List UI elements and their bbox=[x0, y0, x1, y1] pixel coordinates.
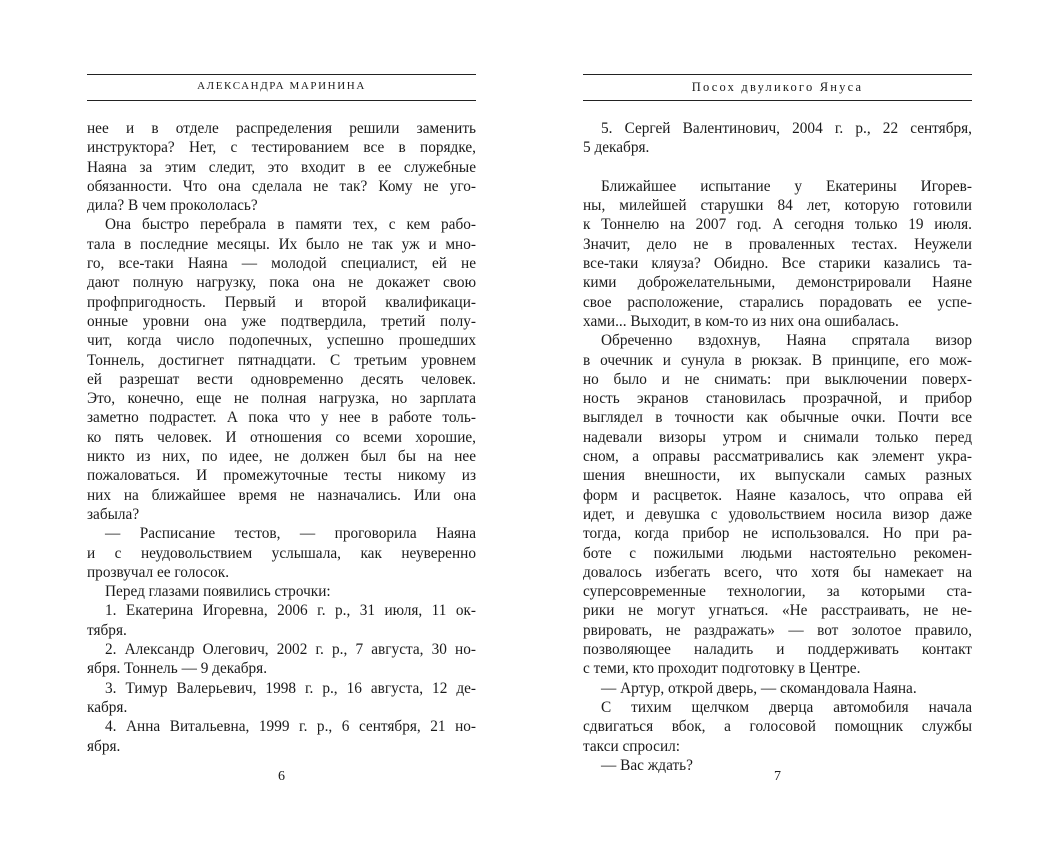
text-line: никто из них, по идее, не должен был бы на нее bbox=[87, 448, 476, 466]
page-number: 6 bbox=[278, 769, 285, 784]
text-line: профпригодность. Первый и второй квалификаци- bbox=[87, 293, 476, 311]
text-line: онные уровни она уже подтвердила, третий полу- bbox=[87, 312, 476, 330]
text-line: Она быстро перебрала в памяти тех, с кем рабо- bbox=[105, 216, 476, 234]
text-line: Это, конечно, еще не полная нагрузка, но зарплата bbox=[87, 390, 476, 408]
text-line: 5. Сергей Валентинович, 2004 г. р., 22 сентября, bbox=[601, 120, 972, 137]
header-rule-top bbox=[87, 74, 476, 75]
text-line: идет, и девушка с удовольствием носила визор даже bbox=[583, 505, 972, 523]
text-line: ность экранов становилась прозрачной, и прибор bbox=[583, 390, 972, 408]
text-line: боте с пожилыми людьми настоятельно рекомен- bbox=[583, 544, 972, 562]
text-line: с теми, кто проходит подготовку в Центре. bbox=[583, 660, 861, 678]
text-line: надевали визоры утром и снимали только перед bbox=[583, 428, 972, 446]
text-line: дила? В чем прокололась? bbox=[87, 197, 258, 215]
text-line: кими доброжелательными, демонстрировали Наяне bbox=[583, 274, 972, 292]
text-line: инструктора? Нет, с тестированием все в порядке, bbox=[87, 139, 476, 157]
text-line: ября. Тоннель — 9 декабря. bbox=[87, 660, 268, 678]
text-line: сном, а оправы рассматривались как элемент укра- bbox=[583, 448, 972, 466]
text-line: прозвучал ее голосок. bbox=[87, 563, 230, 581]
text-line: Наяна за этим следит, это входит в ее служебные bbox=[87, 158, 476, 176]
text-line: забыла? bbox=[87, 505, 140, 523]
text-line: Перед глазами появились строчки: bbox=[105, 583, 331, 601]
text-line: позволяющее наладить и поддерживать контакт bbox=[583, 641, 972, 659]
text-line: — Расписание тестов, — проговорила Наяна bbox=[105, 525, 476, 543]
text-line: 5 декабря. bbox=[583, 139, 650, 157]
text-line: кабря. bbox=[87, 698, 128, 716]
text-line: ко пять человек. И отношения со всеми хорошие, bbox=[87, 428, 476, 446]
text-line: них на ближайшее время не назначались. Или она bbox=[87, 486, 476, 504]
text-line: дают полную нагрузку, пока она не докажет свою bbox=[87, 274, 476, 292]
page-body bbox=[87, 119, 476, 756]
text-line: пожаловаться. И промежуточные тесты никому из bbox=[87, 467, 476, 485]
text-line: — Артур, открой дверь, — скомандовала Наяна. bbox=[601, 679, 917, 697]
text-line: 2. Александр Олегович, 2002 г. р., 7 августа, 30 но- bbox=[105, 641, 476, 659]
text-line: но было и не снимать: при выключении поверх- bbox=[583, 370, 972, 388]
text-line: в очечник и сунула в рюкзак. В принципе, его мож- bbox=[583, 351, 972, 369]
text-line: чит, когда число подопечных, успешно прошедших bbox=[87, 332, 476, 350]
blank-line bbox=[583, 158, 972, 177]
left-page bbox=[87, 0, 476, 854]
text-line: тогда, когда прибор не использовался. Но при ра- bbox=[583, 525, 972, 543]
text-line: С тихим щелчком дверца автомобиля начала bbox=[601, 698, 972, 716]
text-line: выглядел в точности как обычные очки. Почти все bbox=[583, 409, 972, 427]
text-line: рвировать, не раздражать» — вот золотое правило, bbox=[583, 621, 972, 639]
text-line: Тоннель, достигнет пятнадцати. С третьим уровнем bbox=[87, 351, 476, 369]
text-line: — Вас ждать? bbox=[601, 756, 693, 774]
running-head-author: АЛЕКСАНДРА МАРИНИНА bbox=[197, 80, 366, 92]
text-line: ны, милейшей старушки 84 лет, которую готовили bbox=[583, 197, 972, 215]
text-line: ей разрешат вести одновременно десять человек. bbox=[87, 370, 476, 388]
text-line: такси спросил: bbox=[583, 737, 681, 755]
page-number: 7 bbox=[774, 769, 781, 784]
text-line: обязанности. Что она сделала не так? Кому не уго- bbox=[87, 177, 476, 195]
text-line: шения внешности, их выпускали самых разных bbox=[583, 467, 972, 485]
text-line: форм и расцветок. Наяне казалось, что оправа ей bbox=[583, 486, 972, 504]
text-line: 3. Тимур Валерьевич, 1998 г. р., 16 августа, 12 де- bbox=[105, 679, 476, 697]
text-line: го, все-таки Наяна — молодой специалист, ей не bbox=[87, 255, 476, 273]
text-line: Значит, дело не в проваленных тестах. Неужели bbox=[583, 235, 972, 253]
text-line: тября. bbox=[87, 621, 127, 639]
text-line: нее и в отделе распределения решили заменить bbox=[87, 120, 476, 137]
header-rule-bottom bbox=[87, 100, 476, 101]
text-line: свое расположение, старались порадовать ее успе- bbox=[583, 293, 972, 311]
right-page bbox=[583, 0, 972, 854]
text-line: 4. Анна Витальевна, 1999 г. р., 6 сентября, 21 но- bbox=[105, 718, 476, 736]
text-line: хами... Выходит, в ком-то из них она ошибалась. bbox=[583, 312, 899, 330]
text-line: к Тоннелю на 2007 год. А сегодня только 19 июля. bbox=[583, 216, 972, 234]
text-line: довалось избегать всего, что хотя бы намекает на bbox=[583, 563, 972, 581]
text-line: сдвигаться вбок, а голосовой помощник службы bbox=[583, 718, 972, 736]
text-line: и с неудовольствием услышала, как неуверенно bbox=[87, 544, 476, 562]
header-rule-bottom bbox=[583, 100, 972, 101]
running-head-title: Посох двуликого Януса bbox=[691, 80, 864, 94]
text-line: 1. Екатерина Игоревна, 2006 г. р., 31 июля, 11 ок- bbox=[105, 602, 476, 620]
text-line: рики не могут угнаться. «Не расстраивать, не не- bbox=[583, 602, 972, 620]
text-line: Ближайшее испытание у Екатерины Игорев- bbox=[601, 177, 972, 195]
text-line: заметно подрастет. А пока что у нее в работе толь- bbox=[87, 409, 476, 427]
header-rule-top bbox=[583, 74, 972, 75]
page-body bbox=[583, 119, 972, 775]
text-line: суперсовременные технологии, за которыми ста- bbox=[583, 583, 972, 601]
text-line: тала в последние месяцы. Их было не так уж и мно- bbox=[87, 235, 476, 253]
text-line: ября. bbox=[87, 737, 121, 755]
text-line: все-таки кляуза? Обидно. Все старики казались та- bbox=[583, 255, 972, 273]
text-line: Обреченно вздохнув, Наяна спрятала визор bbox=[601, 332, 972, 350]
